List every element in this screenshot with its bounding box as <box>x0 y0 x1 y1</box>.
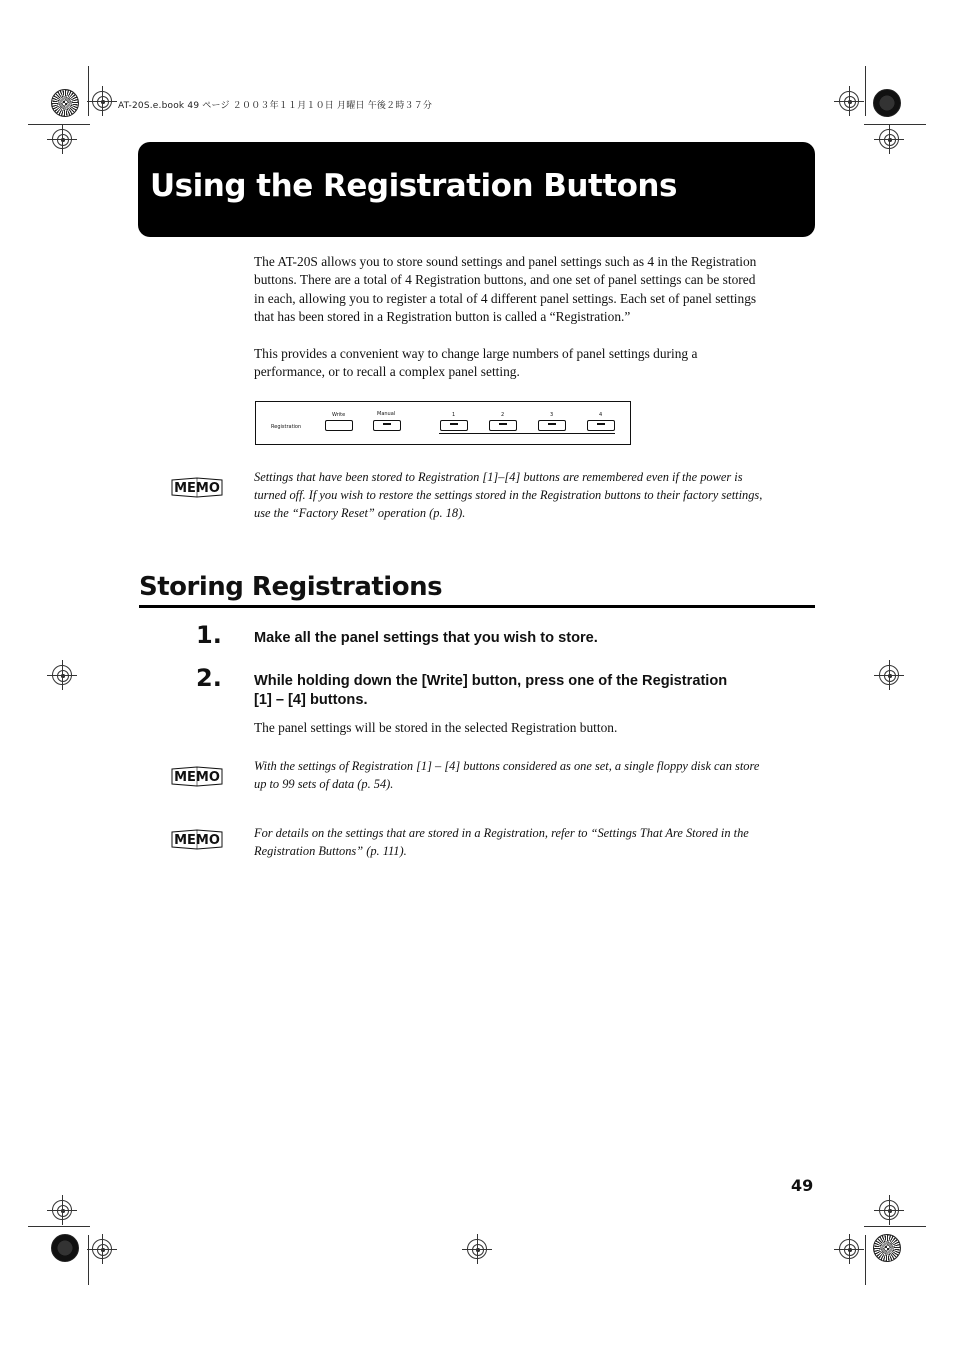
registration-target-icon <box>52 665 72 685</box>
chapter-title: Using the Registration Buttons <box>150 168 677 204</box>
registration-target-icon <box>92 91 112 111</box>
registration-sun-icon <box>51 1234 79 1262</box>
panel-button-label: 2 <box>501 412 505 418</box>
registration-target-icon <box>52 1200 72 1220</box>
memo-label: MEMO <box>174 833 220 848</box>
memo-note-1: Settings that have been stored to Registration [1]–[4] buttons are remembered even if the power is turned off. If you wish to restore the settings stored in the Registration buttons to their factory settings, use the “Factory Reset” operation (p. 18). <box>254 470 763 520</box>
memo-icon <box>170 765 224 787</box>
registration-1-button <box>440 420 468 431</box>
memo-note-3: For details on the settings that are stored in a Registration, refer to “Settings That Are Stored in the Registration Buttons” (p. 111). <box>254 826 749 858</box>
step-number: 1. <box>196 621 222 649</box>
registration-2-button <box>489 420 517 431</box>
registration-target-icon <box>92 1239 112 1259</box>
print-header-note: AT-20S.e.book 49 ページ ２００３年１１月１０日 月曜日 午後２時３７分 <box>118 101 433 111</box>
registration-group-line <box>439 433 615 434</box>
registration-4-button <box>587 420 615 431</box>
registration-sun-icon <box>873 89 901 117</box>
registration-3-button <box>538 420 566 431</box>
registration-target-icon <box>879 1200 899 1220</box>
registration-target-icon <box>52 129 72 149</box>
intro-paragraph-1: The AT-20S allows you to store sound settings and panel settings such as 4 in the Registration buttons. There are a total of 4 Registration buttons, and one set of panel settings can be stored in each, allowing you to register a total of 4 different panel settings. Each set of panel settings that has been stored in a Registration button is called a “Registration.” <box>254 254 757 325</box>
memo-label: MEMO <box>174 770 220 785</box>
button-led <box>597 423 605 425</box>
button-led <box>499 423 507 425</box>
step-2-note: The panel settings will be stored in the selected Registration button. <box>254 720 618 735</box>
panel-button-label: Write <box>332 412 346 418</box>
registration-target-icon <box>839 1239 859 1259</box>
button-led <box>383 423 391 425</box>
memo-note-2: With the settings of Registration [1] – [4] buttons considered as one set, a single floppy disk can store up to 99 sets of data (p. 54). <box>254 759 760 791</box>
section-rule <box>139 605 815 608</box>
registration-target-icon <box>879 665 899 685</box>
manual-button <box>373 420 401 431</box>
panel-section-label: Registration <box>271 424 302 430</box>
panel-button-label: 1 <box>452 412 456 418</box>
registration-target-icon <box>879 129 899 149</box>
memo-icon <box>170 828 224 850</box>
button-led <box>548 423 556 425</box>
memo-icon <box>170 476 224 498</box>
button-led <box>450 423 458 425</box>
intro-paragraph-2: This provides a convenient way to change large numbers of panel settings during a performance, or to recall a complex panel setting. <box>254 346 698 380</box>
registration-target-icon <box>467 1239 487 1259</box>
step-2-text: While holding down the [Write] button, press one of the Registration [1] – [4] buttons. <box>254 673 728 708</box>
registration-target-icon <box>839 91 859 111</box>
panel-button-label: 4 <box>599 412 603 418</box>
page-number: 49 <box>791 1176 814 1195</box>
step-number: 2. <box>196 664 222 692</box>
registration-sun-icon <box>873 1234 901 1262</box>
write-button <box>325 420 353 431</box>
panel-button-label: 3 <box>550 412 554 418</box>
section-title: Storing Registrations <box>139 572 443 602</box>
registration-panel-diagram <box>255 401 631 445</box>
memo-label: MEMO <box>174 481 220 496</box>
registration-sun-icon <box>51 89 79 117</box>
step-1-text: Make all the panel settings that you wish to store. <box>254 630 598 646</box>
chapter-title-bar <box>138 142 815 237</box>
panel-button-label: Manual <box>377 411 396 417</box>
